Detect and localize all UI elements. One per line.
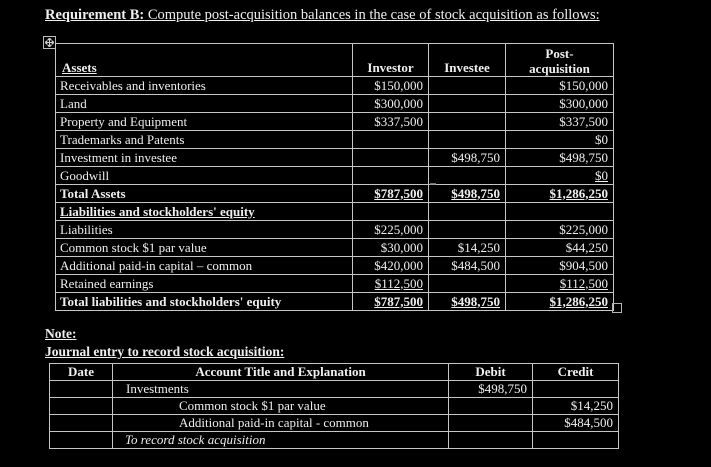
balance-cell-label[interactable] — [56, 113, 353, 131]
balance-cell-label-text: Additional paid-in capital – common — [60, 257, 253, 273]
balance-cell-label-text: Liabilities and stockholders' equity — [60, 203, 255, 219]
balance-cell-label-text: Investment in investee — [60, 149, 177, 165]
balance-cell-label[interactable] — [56, 77, 353, 95]
balance-cell-investee-text: $14,250 — [457, 239, 500, 255]
balance-cell-post-acquisition[interactable] — [506, 257, 614, 275]
balance-cell-post-acquisition[interactable] — [506, 77, 614, 95]
balance-cell-post-acquisition-text: $112,500 — [559, 275, 608, 291]
balance-cell-investor-text: $150,000 — [374, 77, 423, 93]
balance-header-investor[interactable]: Investor — [353, 44, 429, 77]
journal-cell-debit[interactable] — [449, 381, 533, 398]
balance-cell-post-acquisition[interactable] — [506, 113, 614, 131]
balance-cell-investor[interactable] — [353, 221, 429, 239]
balance-cell-label-text: Property and Equipment — [60, 113, 188, 129]
balance-cell-label[interactable] — [56, 185, 353, 203]
balance-cell-post-acquisition-text: $0 — [595, 131, 608, 147]
document-title-rest: Compute post-acquisition balances in the case of stock acquisition as follows: — [144, 7, 600, 23]
balance-cell-investee[interactable] — [429, 149, 506, 167]
balance-cell-investee[interactable] — [429, 239, 506, 257]
balance-cell-post-acquisition-text: $44,250 — [565, 239, 608, 255]
balance-row — [56, 95, 614, 113]
balance-cell-investor[interactable] — [353, 131, 429, 149]
balance-cell-post-acquisition[interactable] — [506, 293, 614, 311]
balance-cell-investee-text: $498,750 — [451, 185, 500, 201]
balance-cell-label-text: Total liabilities and stockholders' equity — [60, 293, 282, 309]
balance-row — [56, 149, 614, 167]
balance-cell-investor[interactable] — [353, 149, 429, 167]
journal-cell-account[interactable] — [113, 381, 449, 398]
balance-cell-investor[interactable] — [353, 185, 429, 203]
journal-cell-date[interactable] — [50, 381, 113, 398]
balance-cell-post-acquisition[interactable] — [506, 203, 614, 221]
balance-cell-label[interactable] — [56, 149, 353, 167]
journal-header-row — [50, 364, 619, 381]
balance-row — [56, 293, 614, 311]
balance-cell-investee[interactable] — [429, 185, 506, 203]
balance-header-post-acquisition[interactable]: Post- acquisition — [506, 44, 614, 77]
balance-cell-post-acquisition-text: $337,500 — [559, 113, 608, 129]
balance-cell-label-text: Liabilities — [60, 221, 113, 237]
balance-cell-investor-text: $30,000 — [380, 239, 423, 255]
journal-cell-date[interactable] — [50, 415, 113, 432]
balance-row — [56, 77, 614, 95]
balance-cell-investee-text: $498,750 — [451, 149, 500, 165]
journal-cell-account-text: Common stock $1 par value — [179, 398, 326, 413]
journal-row — [50, 415, 619, 432]
balance-cell-investor-text: $300,000 — [374, 95, 423, 111]
balance-row — [56, 221, 614, 239]
balance-cell-investee-text: $498,750 — [451, 293, 500, 309]
journal-heading: Journal entry to record stock acquisition: — [45, 344, 285, 359]
balance-cell-investor-text: $420,000 — [374, 257, 423, 273]
balance-cell-post-acquisition[interactable] — [506, 275, 614, 293]
balance-cell-post-acquisition-text: $1,286,250 — [549, 185, 608, 201]
balance-cell-investee[interactable] — [429, 95, 506, 113]
balance-cell-post-acquisition[interactable] — [506, 149, 614, 167]
journal-cell-credit[interactable] — [533, 415, 619, 432]
journal-header-account[interactable]: Account Title and Explanation — [113, 364, 449, 381]
journal-row — [50, 432, 619, 449]
balance-cell-label-text: Total Assets — [60, 185, 126, 201]
balance-row — [56, 239, 614, 257]
balance-cell-investor[interactable] — [353, 95, 429, 113]
balance-header-row — [56, 44, 614, 77]
journal-cell-account-text: Investments — [126, 381, 189, 396]
journal-cell-debit-text: $498,750 — [478, 381, 527, 396]
journal-header-date[interactable]: Date — [50, 364, 113, 381]
balance-cell-label[interactable] — [56, 275, 353, 293]
journal-header-debit[interactable]: Debit — [449, 364, 533, 381]
balance-cell-post-acquisition[interactable] — [506, 131, 614, 149]
balance-cell-post-acquisition[interactable] — [506, 167, 614, 185]
balance-cell-investor-text: $787,500 — [374, 293, 423, 309]
balance-cell-label-text: Receivables and inventories — [60, 77, 206, 93]
balance-row — [56, 185, 614, 203]
balance-cell-label[interactable] — [56, 257, 353, 275]
balance-cell-label-text: Retained earnings — [60, 275, 154, 291]
balance-cell-label[interactable] — [56, 293, 353, 311]
balance-cell-investee[interactable] — [429, 113, 506, 131]
balance-cell-post-acquisition-text: $1,286,250 — [549, 293, 608, 309]
balance-cell-investee[interactable] — [429, 131, 506, 149]
balance-cell-label-text: Trademarks and Patents — [60, 131, 185, 147]
journal-cell-account-text: Additional paid-in capital - common — [179, 415, 369, 430]
balance-cell-post-acquisition-text: $150,000 — [559, 77, 608, 93]
balance-cell-post-acquisition[interactable] — [506, 221, 614, 239]
balance-cell-investee[interactable] — [429, 257, 506, 275]
balance-cell-label-text: Goodwill — [60, 167, 110, 183]
balance-row — [56, 131, 614, 149]
balance-cell-investee[interactable] — [429, 293, 506, 311]
balance-cell-label[interactable] — [56, 221, 353, 239]
journal-table — [49, 363, 619, 449]
balance-cell-label[interactable] — [56, 239, 353, 257]
journal-table-body — [50, 381, 619, 449]
journal-cell-credit[interactable] — [533, 398, 619, 415]
balance-cell-investor[interactable] — [353, 293, 429, 311]
balance-cell-label-text: Common stock $1 par value — [60, 239, 207, 255]
stray-mark — [430, 183, 436, 185]
balance-cell-investor-text: $112,500 — [374, 275, 423, 291]
balance-cell-post-acquisition[interactable] — [506, 185, 614, 203]
balance-cell-investee[interactable] — [429, 77, 506, 95]
journal-cell-account[interactable] — [113, 432, 449, 449]
balance-header-investee[interactable]: Investee — [429, 44, 506, 77]
journal-header-credit[interactable]: Credit — [533, 364, 619, 381]
note-label: Note: — [45, 326, 77, 341]
journal-cell-credit[interactable] — [533, 432, 619, 449]
balance-cell-investee[interactable] — [429, 167, 506, 185]
document-title — [45, 7, 600, 24]
balance-cell-investee[interactable] — [429, 275, 506, 293]
balance-cell-investor-text: $787,500 — [374, 185, 423, 201]
balance-cell-label[interactable] — [56, 95, 353, 113]
document-title-bold: Requirement B: — [45, 7, 145, 23]
journal-row — [50, 381, 619, 398]
balance-row — [56, 275, 614, 293]
balance-cell-investor[interactable] — [353, 239, 429, 257]
balance-table — [55, 43, 614, 311]
journal-cell-account[interactable] — [113, 398, 449, 415]
journal-row — [50, 398, 619, 415]
balance-cell-label-text: Land — [60, 95, 87, 111]
journal-cell-debit[interactable] — [449, 432, 533, 449]
journal-cell-credit[interactable] — [533, 381, 619, 398]
balance-row — [56, 203, 614, 221]
balance-cell-post-acquisition-text: $0 — [595, 167, 608, 183]
balance-cell-post-acquisition[interactable] — [506, 239, 614, 257]
balance-cell-label[interactable] — [56, 131, 353, 149]
balance-row — [56, 167, 614, 185]
balance-cell-investor[interactable] — [353, 257, 429, 275]
journal-cell-credit-text: $484,500 — [564, 415, 613, 430]
journal-cell-date[interactable] — [50, 432, 113, 449]
balance-cell-post-acquisition-text: $225,000 — [559, 221, 608, 237]
balance-cell-post-acquisition-text: $498,750 — [559, 149, 608, 165]
balance-cell-investee[interactable] — [429, 221, 506, 239]
table-resize-handle[interactable] — [612, 303, 622, 313]
journal-cell-debit[interactable] — [449, 398, 533, 415]
four-way-move-arrow-icon — [45, 38, 54, 47]
journal-cell-debit[interactable] — [449, 415, 533, 432]
balance-cell-investor-text: $225,000 — [374, 221, 423, 237]
balance-row — [56, 257, 614, 275]
balance-cell-post-acquisition-text: $300,000 — [559, 95, 608, 111]
balance-cell-investee-text: $484,500 — [451, 257, 500, 273]
journal-cell-credit-text: $14,250 — [570, 398, 613, 413]
balance-row — [56, 113, 614, 131]
balance-cell-investor[interactable] — [353, 275, 429, 293]
journal-cell-date[interactable] — [50, 398, 113, 415]
balance-cell-label[interactable] — [56, 167, 353, 185]
balance-cell-investor[interactable] — [353, 113, 429, 131]
balance-cell-investor[interactable] — [353, 203, 429, 221]
balance-cell-post-acquisition[interactable] — [506, 95, 614, 113]
balance-cell-investor-text: $337,500 — [374, 113, 423, 129]
balance-table-body — [56, 77, 614, 311]
balance-header-assets[interactable]: Assets — [56, 44, 353, 77]
balance-cell-post-acquisition-text: $904,500 — [559, 257, 608, 273]
balance-cell-investee[interactable] — [429, 203, 506, 221]
balance-cell-label[interactable] — [56, 203, 353, 221]
balance-cell-investor[interactable] — [353, 167, 429, 185]
journal-cell-account[interactable] — [113, 415, 449, 432]
balance-cell-investor[interactable] — [353, 77, 429, 95]
journal-cell-account-text: To record stock acquisition — [125, 432, 266, 447]
